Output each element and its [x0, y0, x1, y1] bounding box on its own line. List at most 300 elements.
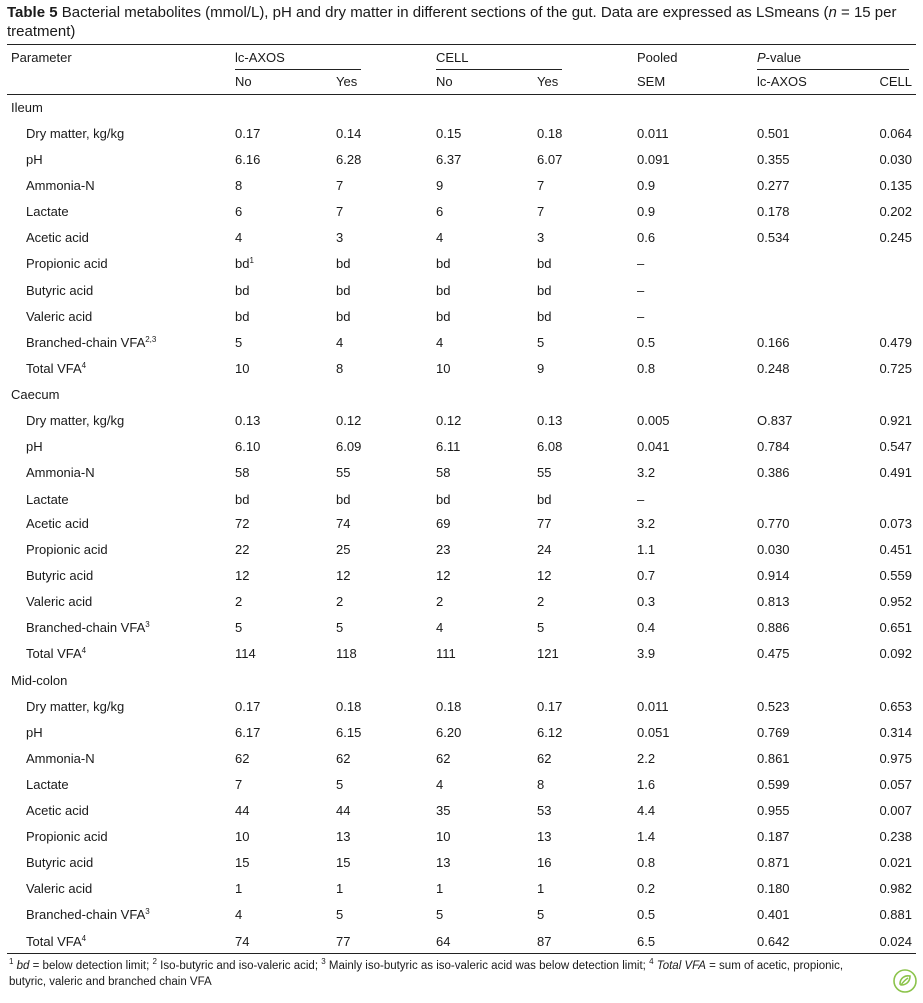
- cell-cell-no: [436, 907, 443, 923]
- cell-axos-no: [235, 725, 260, 741]
- cell-value: 0.952: [879, 594, 912, 609]
- cell-cell-yes: [537, 829, 551, 845]
- cell-value: 77: [336, 934, 351, 949]
- cell-value: 58: [436, 465, 451, 480]
- cell-value: 44: [336, 803, 351, 818]
- cell-value: 4: [336, 335, 344, 350]
- header-pv-cell: CELL: [879, 74, 912, 89]
- cell-pv-cell: [879, 803, 912, 819]
- row-label: [26, 230, 89, 246]
- cell-cell-no: [436, 465, 450, 481]
- cell-pv-cell: [879, 126, 912, 142]
- cell-value: 0.491: [879, 465, 912, 480]
- cell-value: 6.16: [235, 152, 261, 167]
- cell-axos-no: [235, 855, 249, 871]
- cell-value: 0.18: [336, 699, 362, 714]
- cell-axos-yes: [336, 361, 343, 377]
- cell-pv-axos: [757, 855, 790, 871]
- cell-value: 24: [537, 542, 552, 557]
- cell-axos-yes: [336, 178, 343, 194]
- cell-axos-no: [235, 230, 242, 246]
- cell-group-rule: [436, 69, 562, 70]
- cell-axos-yes: [336, 309, 350, 325]
- cell-axos-no: [235, 335, 242, 351]
- cell-value: 0.5: [637, 907, 656, 922]
- cell-axos-no: [235, 516, 249, 532]
- cell-value: 0.921: [879, 413, 912, 428]
- row-label: [26, 492, 69, 508]
- row-label-text: Dry matter, kg/kg: [26, 699, 125, 714]
- cell-value: 55: [537, 465, 552, 480]
- cell-axos-yes: [336, 283, 350, 299]
- row-label: [26, 751, 95, 767]
- cell-value: 0.14: [336, 126, 362, 141]
- cell-sem: [637, 309, 644, 325]
- cell-value: 7: [235, 777, 243, 792]
- row-label-text: Branched-chain VFA: [26, 335, 146, 350]
- cell-value: 0.501: [757, 126, 790, 141]
- cell-value: 0.479: [879, 335, 912, 350]
- row-label-text: Total VFA: [26, 361, 82, 376]
- cell-axos-no: [235, 309, 249, 325]
- row-label-text: Propionic acid: [26, 256, 108, 271]
- section-heading: Mid-colon: [11, 673, 68, 688]
- cell-pv-axos: [757, 230, 790, 246]
- cell-pv-axos: [757, 751, 790, 767]
- cell-cell-yes: [537, 230, 544, 246]
- row-label-footnote-mark: 3: [145, 620, 150, 629]
- cell-value: 0.599: [757, 777, 790, 792]
- cell-value: 0.881: [879, 907, 912, 922]
- cell-value: 6.17: [235, 725, 261, 740]
- cell-axos-yes: [336, 568, 350, 584]
- footnote-total-vfa: Total VFA: [656, 960, 706, 972]
- cell-value: 16: [537, 855, 552, 870]
- cell-value: 0.523: [757, 699, 790, 714]
- cell-value: 2: [336, 594, 344, 609]
- cell-pv-axos: [757, 646, 790, 662]
- cell-axos-yes: [336, 230, 343, 246]
- cell-value: bd: [537, 256, 552, 271]
- cell-value: 13: [436, 855, 451, 870]
- cell-axos-no: [235, 256, 254, 272]
- cell-sem: [637, 646, 655, 662]
- cell-pv-cell: [879, 855, 912, 871]
- cell-value: 0.8: [637, 855, 656, 870]
- cell-cell-yes: [537, 620, 544, 636]
- cell-cell-yes: [537, 699, 562, 715]
- cell-value: 0.277: [757, 178, 790, 193]
- cell-value: 118: [336, 646, 357, 661]
- cell-axos-yes: [336, 907, 343, 923]
- cell-value: 0.813: [757, 594, 790, 609]
- cell-sem: [637, 934, 655, 950]
- cell-axos-yes: [336, 646, 357, 662]
- cell-sem: [637, 439, 670, 455]
- cell-value: 62: [336, 751, 351, 766]
- cell-value: 44: [235, 803, 250, 818]
- cell-sem: [637, 230, 655, 246]
- header-cell-yes: Yes: [537, 74, 559, 89]
- cell-value: 1.1: [637, 542, 656, 557]
- cell-value: 0.2: [637, 881, 656, 896]
- cell-pv-cell: [879, 907, 912, 923]
- cell-value: 7: [537, 204, 545, 219]
- cell-axos-no: [235, 751, 249, 767]
- cell-cell-no: [436, 283, 450, 299]
- cell-pv-axos: [757, 439, 790, 455]
- cell-axos-no: [235, 465, 249, 481]
- cell-value: 0.091: [637, 152, 670, 167]
- cell-value: –: [637, 309, 645, 324]
- cell-sem: [637, 777, 655, 793]
- cell-value: 0.314: [879, 725, 912, 740]
- cell-axos-no: [235, 361, 249, 377]
- cell-value: 6.11: [436, 439, 461, 454]
- cell-value: 0.451: [879, 542, 912, 557]
- cell-cell-yes: [537, 413, 562, 429]
- footnote-text-2: Iso-butyric and iso-valeric acid;: [156, 960, 322, 972]
- cell-value: –: [637, 283, 645, 298]
- cell-value: bd: [235, 283, 250, 298]
- cell-value: 0.651: [879, 620, 912, 635]
- cell-value: 4: [235, 230, 243, 245]
- row-label: [26, 465, 95, 481]
- section-heading: Caecum: [11, 387, 60, 402]
- row-label: [26, 178, 95, 194]
- cell-value: 0.18: [436, 699, 462, 714]
- cell-cell-yes: [537, 777, 544, 793]
- cell-cell-no: [436, 309, 450, 325]
- cell-value: 0.021: [879, 855, 912, 870]
- cell-sem: [637, 725, 670, 741]
- cell-value: 114: [235, 646, 256, 661]
- row-label-text: pH: [26, 725, 43, 740]
- cell-axos-yes: [336, 881, 343, 897]
- cell-cell-yes: [537, 178, 544, 194]
- cell-value: 3: [537, 230, 545, 245]
- cell-value: 0.982: [879, 881, 912, 896]
- row-label: [26, 934, 86, 950]
- cell-sem: [637, 178, 655, 194]
- cell-sem: [637, 492, 644, 508]
- cell-value: 0.886: [757, 620, 790, 635]
- cell-pv-axos: [757, 725, 790, 741]
- cell-axos-no: [235, 542, 249, 558]
- cell-value: 69: [436, 516, 451, 531]
- cell-cell-no: [436, 881, 443, 897]
- cell-value: 0.073: [879, 516, 912, 531]
- row-label-text: Dry matter, kg/kg: [26, 126, 125, 141]
- cell-sem: [637, 126, 669, 142]
- cell-value: 0.653: [879, 699, 912, 714]
- row-label: [26, 620, 150, 636]
- cell-cell-yes: [537, 361, 544, 377]
- cell-value: 0.030: [879, 152, 912, 167]
- footnote-mark-1: 1: [9, 957, 14, 966]
- cell-cell-yes: [537, 751, 551, 767]
- cell-axos-no: [235, 829, 249, 845]
- cell-cell-no: [436, 516, 450, 532]
- cell-value: 0.17: [537, 699, 563, 714]
- cell-cell-yes: [537, 881, 544, 897]
- cell-value: 0.13: [235, 413, 261, 428]
- row-label-text: Lactate: [26, 492, 69, 507]
- cell-value: 0.355: [757, 152, 790, 167]
- cell-cell-no: [436, 934, 450, 950]
- cell-value: 0.057: [879, 777, 912, 792]
- cell-value: bd: [436, 283, 451, 298]
- cell-value: 121: [537, 646, 559, 661]
- cell-value: 0.5: [637, 335, 656, 350]
- cell-axos-no: [235, 646, 256, 662]
- row-label: [26, 725, 43, 741]
- cell-value: 1: [537, 881, 545, 896]
- cell-cell-no: [436, 439, 460, 455]
- cell-pv-cell: [879, 934, 912, 950]
- cell-value: 4: [436, 335, 444, 350]
- cell-axos-yes: [336, 829, 350, 845]
- footnote-mark-2: 2: [152, 957, 157, 966]
- row-label: [26, 829, 108, 845]
- cell-cell-no: [436, 725, 461, 741]
- cell-cell-no: [436, 152, 461, 168]
- row-label-text: Valeric acid: [26, 309, 93, 324]
- cell-value: 0.7: [637, 568, 656, 583]
- footnote-mark-3: 3: [321, 957, 326, 966]
- caption-n: n: [828, 4, 837, 21]
- cell-value: 0.041: [637, 439, 670, 454]
- cell-value: 74: [235, 934, 250, 949]
- cell-value: 0.3: [637, 594, 656, 609]
- cell-value: 5: [235, 620, 243, 635]
- cell-value: bd: [436, 492, 451, 507]
- cell-cell-yes: [537, 934, 551, 950]
- cell-sem: [637, 335, 655, 351]
- cell-pv-cell: [879, 465, 912, 481]
- cell-cell-no: [436, 256, 450, 272]
- cell-cell-yes: [537, 907, 544, 923]
- cell-cell-yes: [537, 126, 562, 142]
- row-label-footnote-mark: 4: [81, 646, 87, 655]
- cell-value: bd: [436, 256, 451, 271]
- cell-sem: [637, 361, 655, 377]
- cell-cell-yes: [537, 803, 551, 819]
- row-label-text: Total VFA: [26, 646, 82, 661]
- cell-sem: [637, 855, 655, 871]
- cell-value: 0.238: [879, 829, 912, 844]
- cell-sem: [637, 907, 655, 923]
- cell-value: 1: [436, 881, 444, 896]
- row-label: [26, 542, 108, 558]
- cell-value: 1.4: [637, 829, 656, 844]
- row-label: [26, 803, 89, 819]
- axos-group-rule: [235, 69, 361, 70]
- cell-value: 35: [436, 803, 451, 818]
- cell-sem: [637, 204, 655, 220]
- row-label: [26, 594, 92, 610]
- cell-value: 2: [235, 594, 243, 609]
- cell-pv-axos: [757, 594, 790, 610]
- cell-value: 0.13: [537, 413, 563, 428]
- cell-pv-axos: [757, 152, 790, 168]
- cell-value: 0.12: [436, 413, 462, 428]
- cell-value: 72: [235, 516, 250, 531]
- cell-cell-no: [436, 178, 443, 194]
- cell-value: 6.15: [336, 725, 362, 740]
- cell-sem: [637, 516, 655, 532]
- cell-value: bd: [235, 309, 250, 324]
- cell-cell-no: [436, 829, 450, 845]
- cell-pv-cell: [879, 335, 912, 351]
- cell-value: 53: [537, 803, 552, 818]
- cell-value: O.837: [757, 413, 793, 428]
- cell-pv-cell: [879, 777, 912, 793]
- cell-cell-yes: [537, 725, 562, 741]
- cell-cell-yes: [537, 439, 562, 455]
- cell-cell-yes: [537, 594, 544, 610]
- row-label-text: Butyric acid: [26, 283, 94, 298]
- cell-value: 9: [436, 178, 444, 193]
- cell-value: 5: [336, 620, 344, 635]
- row-label-text: Acetic acid: [26, 230, 89, 245]
- cell-value: 22: [235, 542, 250, 557]
- cell-value: bd: [235, 256, 250, 271]
- cell-value: 0.4: [637, 620, 656, 635]
- cell-value: 3.2: [637, 465, 656, 480]
- cell-value: 58: [235, 465, 250, 480]
- cell-pv-cell: [879, 152, 912, 168]
- cell-value: bd: [336, 492, 351, 507]
- cell-axos-no: [235, 803, 249, 819]
- cell-value: 0.534: [757, 230, 790, 245]
- row-label-text: Valeric acid: [26, 594, 93, 609]
- cell-value: 0.064: [879, 126, 912, 141]
- cell-value: 0.092: [879, 646, 912, 661]
- cell-value: 2: [537, 594, 545, 609]
- row-label: [26, 439, 43, 455]
- cell-value: 0.861: [757, 751, 790, 766]
- cell-value: 0.18: [537, 126, 563, 141]
- cell-value: bd: [336, 256, 351, 271]
- cell-pv-axos: [757, 699, 790, 715]
- cell-cell-no: [436, 542, 450, 558]
- cell-axos-yes: [336, 492, 350, 508]
- cell-value: 12: [537, 568, 552, 583]
- cell-axos-yes: [336, 126, 361, 142]
- row-label: [26, 413, 124, 429]
- footnote-text-3: Mainly iso-butyric as iso-valeric acid was below detection limit;: [325, 960, 650, 972]
- cell-sem: [637, 881, 655, 897]
- cell-pv-cell: [879, 881, 912, 897]
- cell-axos-yes: [336, 934, 350, 950]
- cell-cell-no: [436, 803, 450, 819]
- row-label-text: Propionic acid: [26, 542, 108, 557]
- cell-value: 10: [436, 361, 451, 376]
- cell-value: 0.770: [757, 516, 790, 531]
- row-label: [26, 568, 93, 584]
- header-pvalue-rest: -value: [765, 50, 802, 65]
- cell-value: 77: [537, 516, 552, 531]
- cell-pv-axos: [757, 516, 790, 532]
- cell-axos-no: [235, 777, 242, 793]
- header-group-cell: CELL: [436, 50, 469, 65]
- row-label-text: Ammonia-N: [26, 178, 95, 193]
- cell-value: 5: [537, 335, 545, 350]
- cell-value: 12: [436, 568, 451, 583]
- cell-pv-axos: [757, 803, 790, 819]
- springer-leaf-icon: [893, 969, 917, 993]
- cell-pv-cell: [879, 230, 912, 246]
- cell-cell-no: [436, 620, 443, 636]
- cell-value: 0.975: [879, 751, 912, 766]
- cell-axos-yes: [336, 751, 350, 767]
- cell-value: 0.955: [757, 803, 790, 818]
- cell-axos-yes: [336, 725, 361, 741]
- cell-value: 5: [537, 907, 545, 922]
- cell-pv-cell: [879, 620, 912, 636]
- cell-value: –: [637, 256, 645, 271]
- cell-value: 0.245: [879, 230, 912, 245]
- cell-value: 0.386: [757, 465, 790, 480]
- header-pooled: Pooled: [637, 50, 678, 65]
- cell-value: 0.871: [757, 855, 790, 870]
- cell-pv-cell: [879, 516, 912, 532]
- table-caption: [7, 3, 907, 41]
- cell-value: bd: [537, 309, 552, 324]
- cell-pv-axos: [757, 178, 790, 194]
- cell-axos-no: [235, 881, 242, 897]
- footnote-mark-4: 4: [649, 957, 654, 966]
- cell-value: 64: [436, 934, 451, 949]
- cell-pv-axos: [757, 568, 790, 584]
- cell-cell-no: [436, 568, 450, 584]
- cell-pv-axos: [757, 204, 790, 220]
- row-label: [26, 126, 124, 142]
- cell-value: 0.135: [879, 178, 912, 193]
- cell-sem: [637, 568, 655, 584]
- footnote-bd: bd: [16, 960, 30, 972]
- cell-value: 0.784: [757, 439, 790, 454]
- cell-value: 5: [436, 907, 444, 922]
- cell-pv-axos: [757, 413, 792, 429]
- cell-value: 8: [235, 178, 243, 193]
- cell-sem: [637, 256, 644, 272]
- cell-value: 12: [336, 568, 351, 583]
- cell-cell-no: [436, 646, 456, 662]
- row-label: [26, 152, 43, 168]
- row-label: [26, 881, 92, 897]
- cell-value: 2: [436, 594, 444, 609]
- row-label-text: Dry matter, kg/kg: [26, 413, 125, 428]
- bottom-rule: [7, 953, 916, 954]
- row-label: [26, 907, 150, 923]
- cell-pv-axos: [757, 542, 790, 558]
- cell-cell-no: [436, 413, 461, 429]
- cell-pv-cell: [879, 413, 912, 429]
- cell-value: 6.28: [336, 152, 362, 167]
- cell-value: 6.08: [537, 439, 563, 454]
- cell-axos-no: [235, 439, 260, 455]
- cell-value: 13: [336, 829, 351, 844]
- cell-value: 0.011: [637, 126, 669, 141]
- cell-axos-yes: [336, 256, 350, 272]
- cell-value: 10: [235, 361, 250, 376]
- row-label-text: Lactate: [26, 777, 69, 792]
- row-label: [26, 855, 93, 871]
- cell-value: 87: [537, 934, 552, 949]
- cell-value: 23: [436, 542, 451, 557]
